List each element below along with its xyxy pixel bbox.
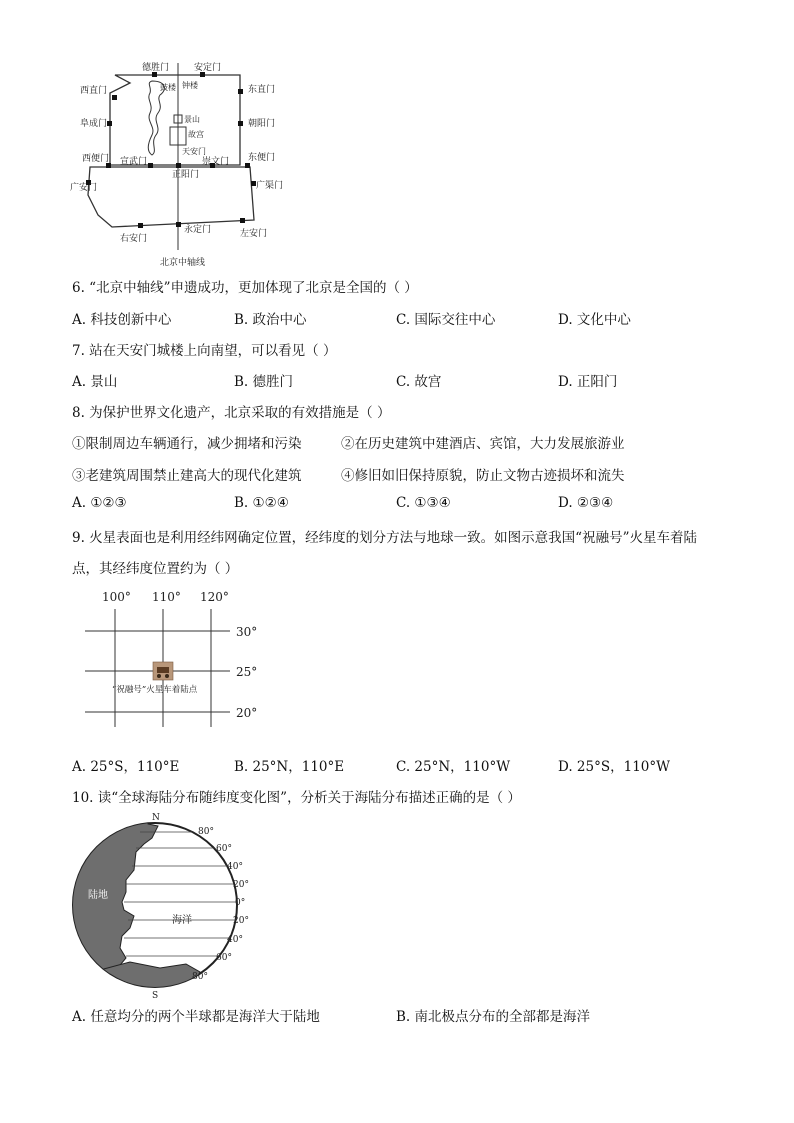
gate-chongwenmen-label: 崇文门 bbox=[202, 157, 230, 167]
lat-label-s20: 20° bbox=[233, 916, 249, 926]
q8-stem: 8. 为保护世界文化遗产，北京采取的有效措施是（ ） bbox=[72, 405, 391, 421]
q6-option-d[interactable]: D. 文化中心 bbox=[558, 312, 631, 328]
q7-stem: 7. 站在天安门城楼上向南望，可以看见（ ） bbox=[72, 343, 337, 359]
lon-label-110: 110° bbox=[152, 590, 181, 604]
gate-andingmen-label: 安定门 bbox=[194, 63, 222, 73]
lat-label-n60: 60° bbox=[216, 844, 232, 854]
gate-xuanwumen-label: 宣武门 bbox=[120, 157, 148, 167]
q9-stem-line-2: 点，其经纬度位置约为（ ） bbox=[72, 561, 239, 577]
outer-city-wall bbox=[88, 167, 254, 227]
q8-option-d[interactable]: D. ②③④ bbox=[558, 495, 614, 511]
gate-fuchengmen-label: 阜成门 bbox=[80, 119, 108, 129]
q8-item-4: ④修旧如旧保持原貌，防止文物古迹损坏和流失 bbox=[341, 468, 625, 484]
q9-option-d[interactable]: D. 25°S，110°W bbox=[558, 759, 670, 775]
lat-label-s60: 60° bbox=[216, 953, 232, 963]
lat-label-n40: 40° bbox=[227, 862, 243, 872]
lon-label-120: 120° bbox=[200, 590, 229, 604]
q7-option-c[interactable]: C. 故宫 bbox=[396, 374, 442, 390]
q6-option-c[interactable]: C. 国际交往中心 bbox=[396, 312, 496, 328]
landmark-jingshan-label: 景山 bbox=[184, 115, 200, 124]
gate-deshengmen-label: 德胜门 bbox=[142, 63, 170, 73]
q9-option-a[interactable]: A. 25°S，110°E bbox=[72, 759, 180, 775]
landmark-gugong-label: 故宫 bbox=[188, 130, 204, 139]
gate-zhengyangmen-label: 正阳门 bbox=[172, 170, 200, 180]
north-pole-label: N bbox=[152, 813, 160, 823]
rover-landing-label: “祝融号”火星车着陆点 bbox=[112, 685, 198, 695]
gate-xizhimen-label: 西直门 bbox=[80, 86, 108, 96]
lat-label-n20: 20° bbox=[233, 880, 249, 890]
gate-dongzhimen-label: 东直门 bbox=[248, 85, 276, 95]
gate-guangqumen-label: 广渠门 bbox=[256, 181, 284, 191]
q7-option-d[interactable]: D. 正阳门 bbox=[558, 374, 618, 390]
south-pole-label: S bbox=[152, 991, 159, 1000]
gate-yongdingmen-label: 永定门 bbox=[184, 225, 212, 235]
land-sea-latitude-diagram bbox=[70, 810, 270, 1000]
q7-option-b[interactable]: B. 德胜门 bbox=[234, 374, 294, 390]
landmark-gulou-label: 鼓楼 bbox=[160, 83, 176, 92]
gate-youanmen-label: 右安门 bbox=[120, 234, 148, 244]
beijing-axis-map bbox=[60, 55, 300, 270]
q9-option-b[interactable]: B. 25°N，110°E bbox=[234, 759, 345, 775]
land-label: 陆地 bbox=[88, 890, 108, 901]
q10-option-a[interactable]: A. 任意均分的两个半球都是海洋大于陆地 bbox=[72, 1009, 320, 1025]
q8-option-a[interactable]: A. ①②③ bbox=[72, 495, 127, 511]
gate-guanganmen-label: 广安门 bbox=[70, 183, 98, 193]
q6-stem: 6. “北京中轴线”申遗成功，更加体现了北京是全国的（ ） bbox=[72, 280, 418, 296]
ocean-label: 海洋 bbox=[172, 915, 192, 926]
q9-stem-line-1: 9. 火星表面也是利用经纬网确定位置，经纬度的划分方法与地球一致。如图示意我国“祝融号”火星车着陆 bbox=[72, 530, 697, 546]
q8-option-c[interactable]: C. ①③④ bbox=[396, 495, 451, 511]
lake-shape bbox=[148, 81, 164, 155]
antarctica-area bbox=[100, 962, 200, 1000]
map-caption: 北京中轴线 bbox=[160, 258, 206, 268]
landmark-tiananmen-label: 天安门 bbox=[182, 147, 206, 156]
landmark-zhonglou-label: 钟楼 bbox=[182, 81, 198, 90]
gate-chaoyangmen-label: 朝阳门 bbox=[248, 119, 276, 129]
q10-option-b[interactable]: B. 南北极点分布的全部都是海洋 bbox=[396, 1009, 591, 1025]
q6-option-b[interactable]: B. 政治中心 bbox=[234, 312, 307, 328]
gate-zuoanmen-label: 左安门 bbox=[240, 229, 268, 239]
q9-option-c[interactable]: C. 25°N，110°W bbox=[396, 759, 511, 775]
lat-label-30: 30° bbox=[236, 625, 258, 639]
q8-item-2: ②在历史建筑中建酒店、宾馆，大力发展旅游业 bbox=[341, 436, 625, 452]
q8-item-3: ③老建筑周围禁止建高大的现代化建筑 bbox=[72, 468, 302, 484]
q8-item-1: ①限制周边车辆通行，减少拥堵和污染 bbox=[72, 436, 302, 452]
q10-stem: 10. 读“全球海陆分布随纬度变化图”，分析关于海陆分布描述正确的是（ ） bbox=[72, 790, 521, 806]
q7-option-a[interactable]: A. 景山 bbox=[72, 374, 118, 390]
mars-lat-lon-grid bbox=[80, 585, 280, 735]
q8-option-b[interactable]: B. ①②④ bbox=[234, 495, 289, 511]
gate-xibianmen-label: 西便门 bbox=[82, 154, 110, 164]
lat-label-n80: 80° bbox=[198, 827, 214, 837]
lat-label-20: 20° bbox=[236, 706, 258, 720]
lat-label-0: 0° bbox=[235, 898, 246, 908]
lat-label-s40: 40° bbox=[227, 935, 243, 945]
gate-markers bbox=[86, 72, 256, 228]
lat-label-s80: 80° bbox=[192, 972, 208, 982]
lat-label-25: 25° bbox=[236, 665, 258, 679]
lon-label-100: 100° bbox=[102, 590, 131, 604]
q6-option-a[interactable]: A. 科技创新中心 bbox=[72, 312, 172, 328]
rover-marker-icon bbox=[153, 662, 173, 680]
gate-dongbianmen-label: 东便门 bbox=[248, 153, 276, 163]
